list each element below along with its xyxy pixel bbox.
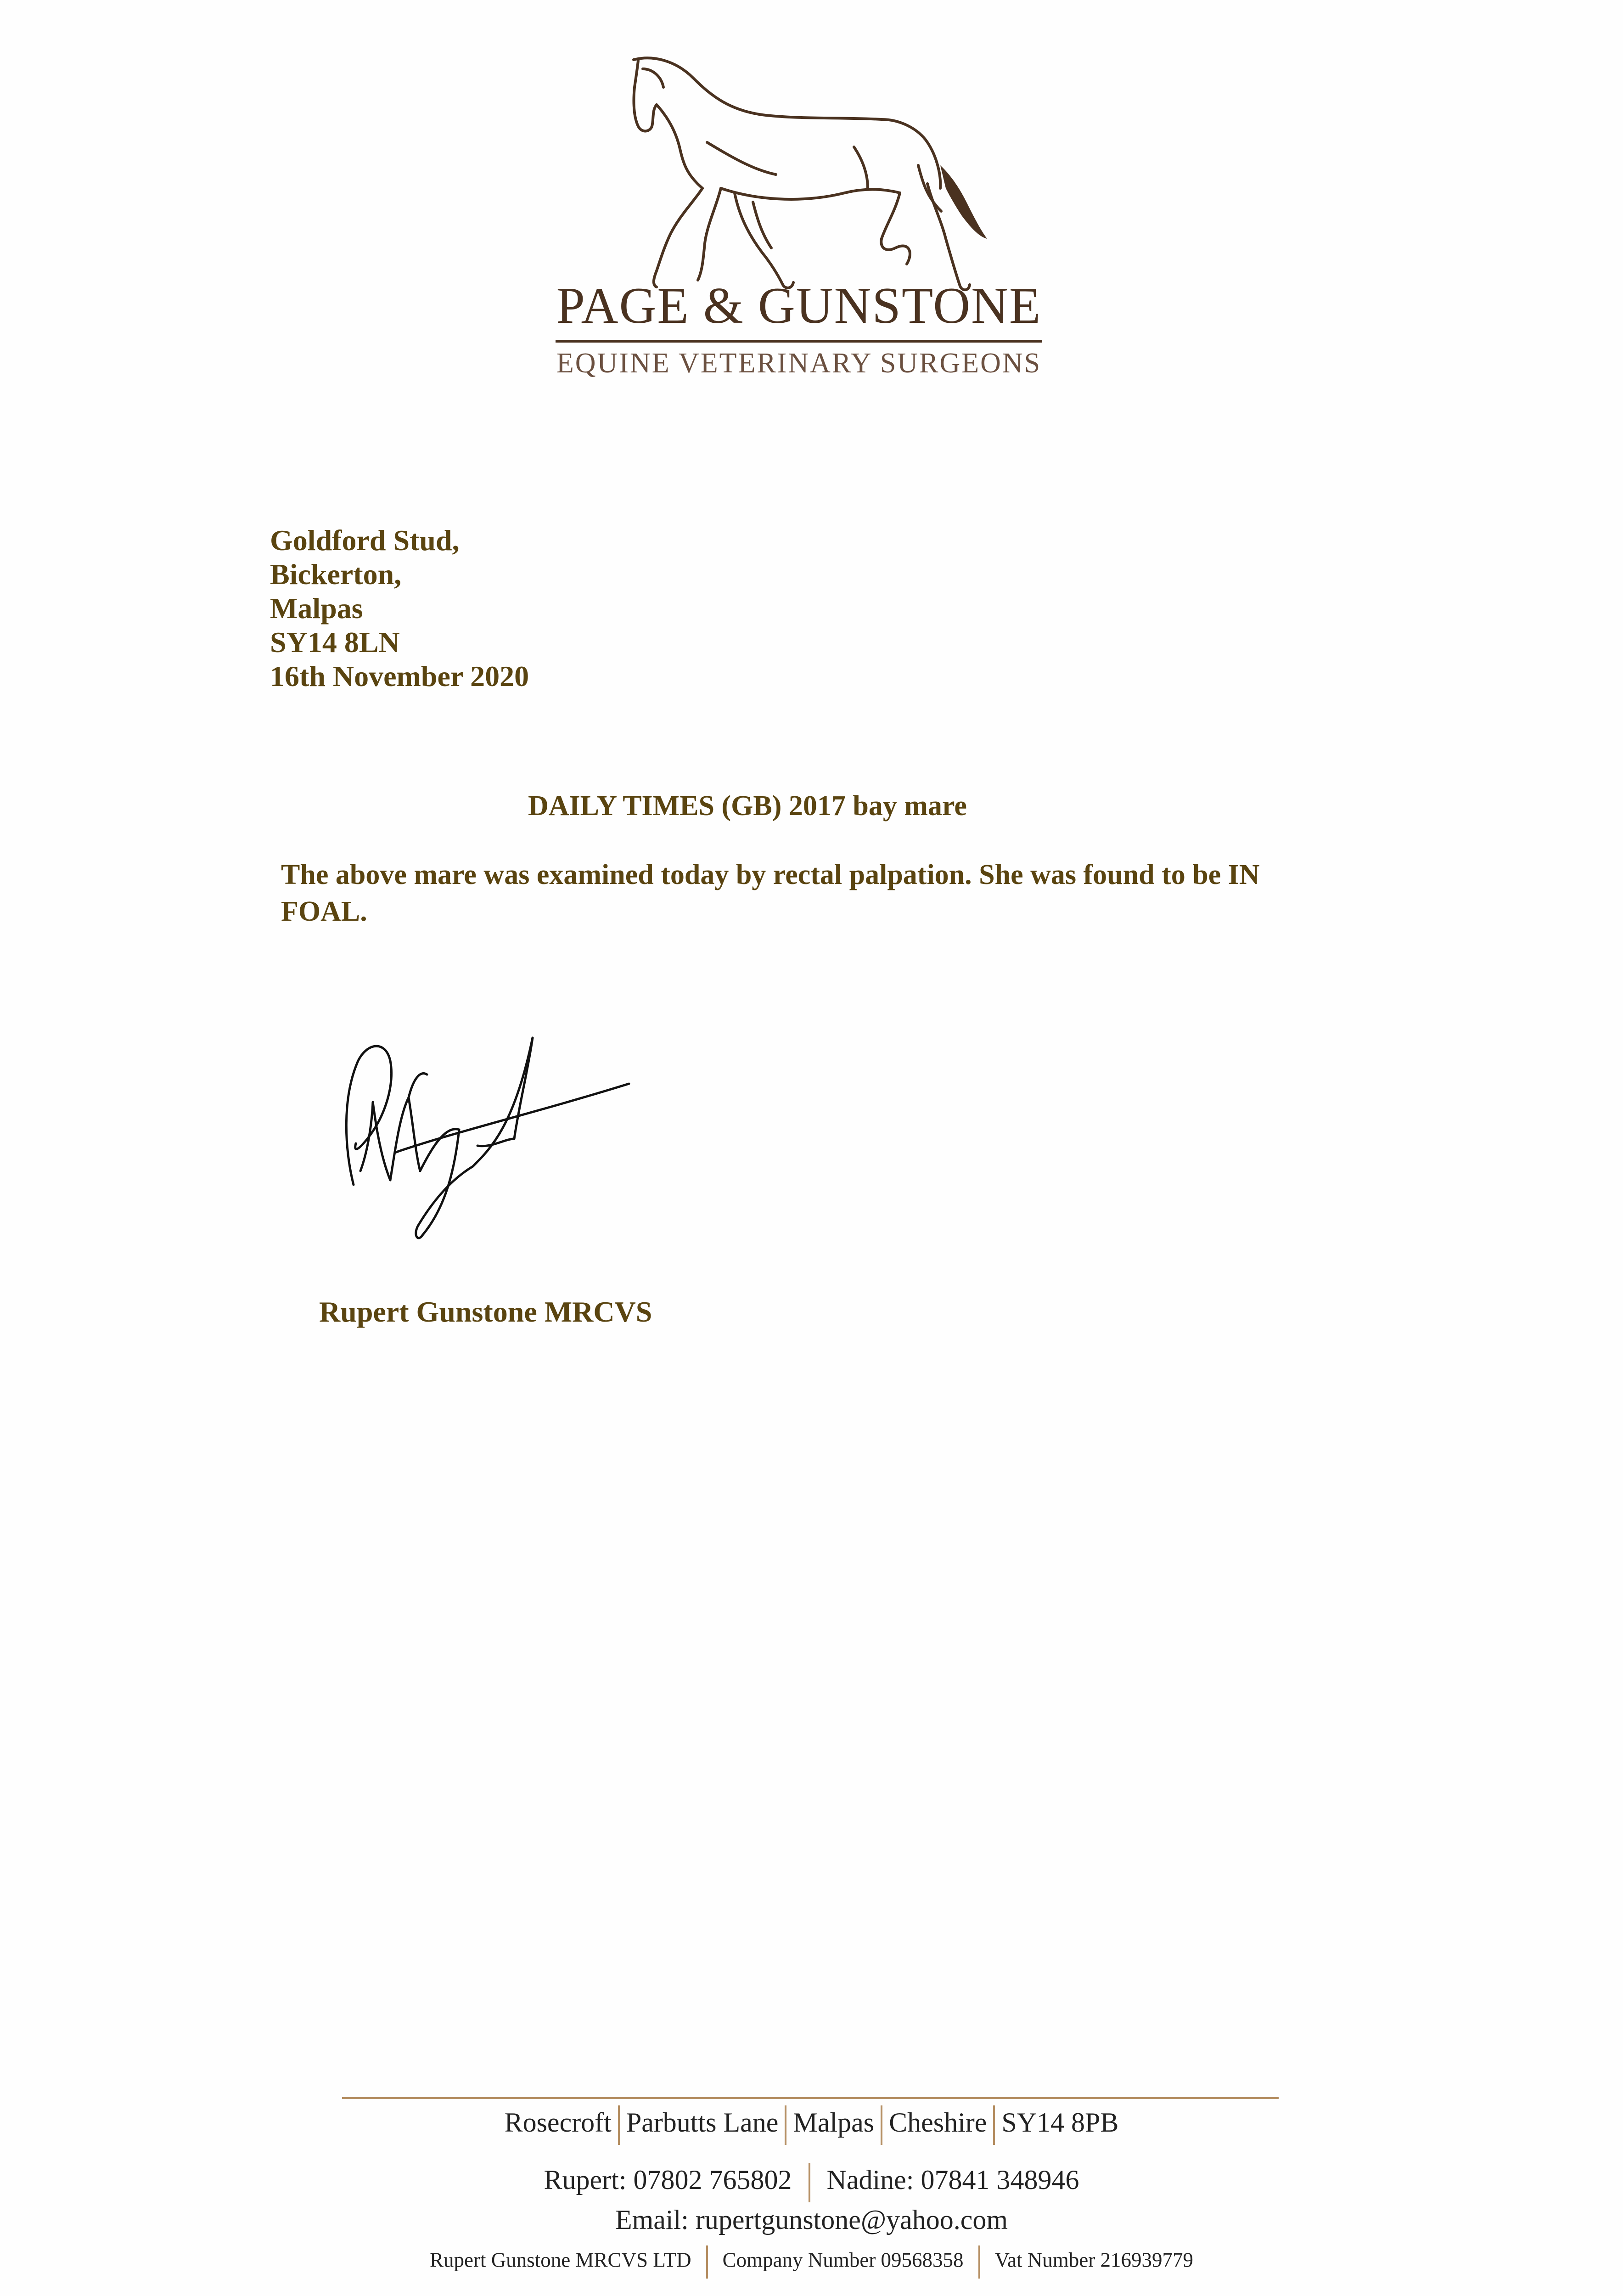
brand-divider [556,340,1042,343]
footer-address-part: SY14 8PB [1001,2107,1119,2138]
footer-separator [881,2105,882,2145]
footer-separator [785,2105,786,2145]
footer-separator [993,2105,995,2145]
signature-icon [340,1033,643,1244]
footer-address-part: Cheshire [889,2107,987,2138]
brand-subtitle: EQUINE VETERINARY SURGEONS [556,348,1042,379]
footer-divider [342,2097,1279,2099]
recipient-address [270,523,529,693]
company-name: Rupert Gunstone MRCVS LTD [429,2248,691,2272]
address-line: Goldford Stud, [270,524,460,557]
letterhead-brand [546,277,1051,379]
footer-address [0,2105,1623,2145]
brand-name: PAGE & GUNSTONE [556,277,1042,334]
footer-phones [0,2163,1623,2202]
footer-company [0,2245,1623,2279]
footer-address-part: Malpas [793,2107,875,2138]
footer-email: Email: rupertgunstone@yahoo.com [615,2205,1008,2235]
phone-nadine: Nadine: 07841 348946 [826,2164,1079,2195]
horse-icon [624,51,992,308]
footer-separator [618,2105,620,2145]
signer-name: Rupert Gunstone MRCVS [319,1295,652,1328]
letter-body: The above mare was examined today by rectal palpation. She was found to be IN FOAL. [281,859,1260,927]
footer-separator [809,2163,810,2202]
company-number: Company Number 09568358 [722,2248,964,2272]
phone-rupert: Rupert: 07802 765802 [544,2164,792,2195]
footer-separator [978,2245,980,2279]
address-line: Malpas [270,592,363,625]
address-line: SY14 8LN [270,626,400,658]
address-line: Bickerton, [270,558,402,591]
letter-subject: DAILY TIMES (GB) 2017 bay mare [528,790,967,822]
footer-separator [706,2245,708,2279]
vat-number: Vat Number 216939779 [994,2248,1194,2272]
letter-date: 16th November 2020 [270,660,529,692]
footer-address-part: Parbutts Lane [626,2107,779,2138]
footer-address-part: Rosecroft [504,2107,612,2138]
